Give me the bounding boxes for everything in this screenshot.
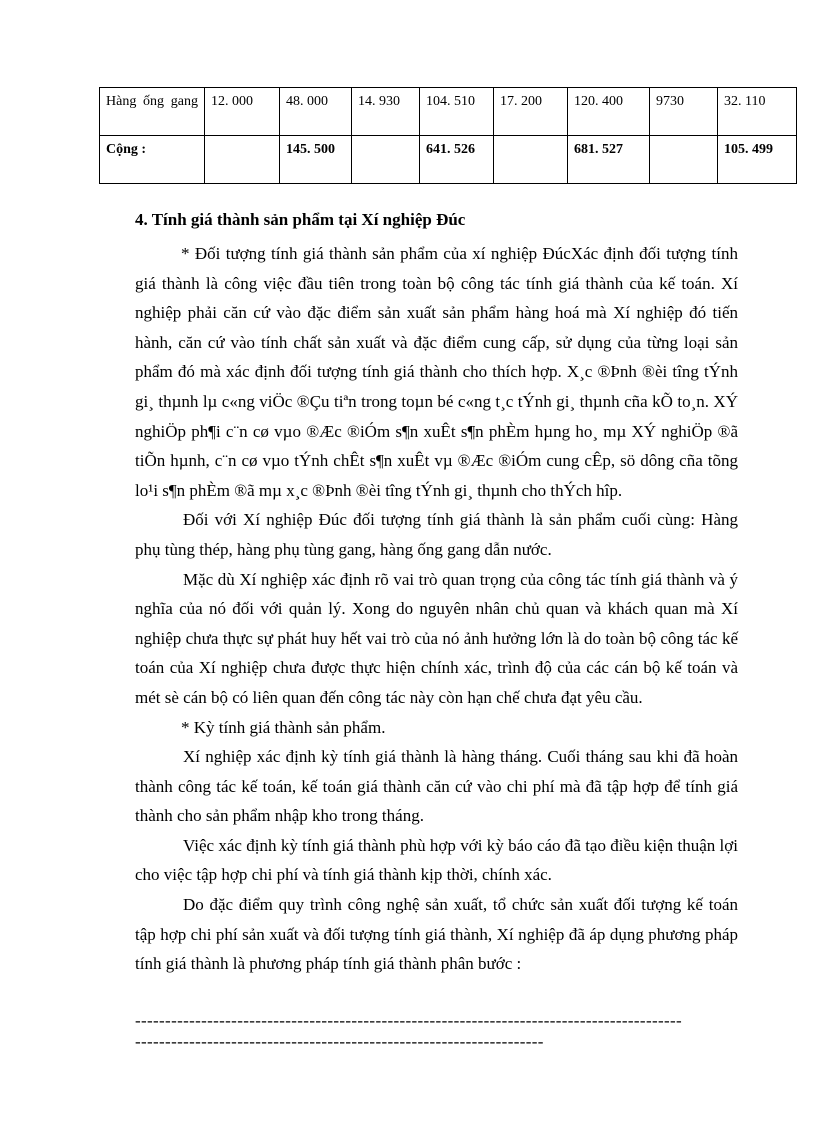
table-cell: 105. 499 — [718, 136, 797, 184]
table-cell: 9730 — [650, 88, 718, 136]
table-cell — [205, 136, 280, 184]
paragraph-period-heading: * Kỳ tính giá thành sản phẩm. — [181, 717, 386, 737]
row-label-cell: Hàng ống gang — [100, 88, 205, 136]
table-cell: 681. 527 — [568, 136, 650, 184]
table-body — [100, 88, 797, 184]
cost-table — [99, 87, 797, 184]
paragraph-object: * Đối tượng tính giá thành sản phẩm của xí nghiệp ĐúcXác định đối tượng tính giá thành là công việc đầu tiên trong toàn bộ công tác tính giá thành của kế toán. Xí nghiệp phải căn cứ vào đặc điểm sản xuất sản phẩm hàng hoá mà Xí nghiệp đó tiến hành, căn cứ vào tính chất sản xuất và đặc điểm cung cấp, sử dụng của từng loại sản phẩm đó mà xác định đối tượng tính giá thành cho thích hợp. X¸c ®Þnh ®èi tîng tÝnh gi¸ thµnh lµ c«ng viÖc ®Çu tiªn trong toµn bé c«ng t¸c tÝnh gi¸ thµnh cña kÕ to¸n. XÝ nghiÖp ph¶i c¨n cø vµo ®Æc ®iÓm s¶n xuÊt s¶n phÈm hµng ho¸ mµ XÝ nghiÖp ®ã tiÕn hµnh, c¨n cø vµo tÝnh chÊt s¶n xuÊt vµ ®Æc ®iÓm cung cÊp, sö dông cña tõng lo¹i s¶n phÈm ®ã mµ x¸c ®Þnh ®èi tîng tÝnh gi¸ thµnh cho thÝch hîp. — [135, 244, 738, 500]
paragraph-period-benefit: Việc xác định kỳ tính giá thành phù hợp với kỳ báo cáo đã tạo điều kiện thuận lợi cho việc tập hợp chi phí và tính giá thành kịp thời, chính xác. — [135, 835, 738, 885]
table-cell: 12. 000 — [205, 88, 280, 136]
table-cell: 104. 510 — [420, 88, 494, 136]
table-row — [100, 88, 797, 136]
paragraph-object-definition: Đối với Xí nghiệp Đúc đối tượng tính giá thành là sản phẩm cuối cùng: Hàng phụ tùng thép, hàng phụ tùng gang, hàng ống gang dẫn nước. — [135, 510, 738, 559]
table-cell — [494, 136, 568, 184]
separator-line-1: ------------------------------------------------------------------------------------------- — [135, 1011, 683, 1030]
row-label-cell: Cộng : — [100, 136, 205, 184]
table-row — [100, 136, 797, 184]
table-cell: 32. 110 — [718, 88, 797, 136]
table-cell: 48. 000 — [280, 88, 352, 136]
section-heading: 4. Tính giá thành sản phẩm tại Xí nghiệp Đúc — [135, 210, 466, 229]
table-cell — [352, 136, 420, 184]
table-cell: 641. 526 — [420, 136, 494, 184]
paragraph-limitations: Mặc dù Xí nghiệp xác định rõ vai trò quan trọng của công tác tính giá thành và ý nghĩa của nó đối với quản lý. Xong do nguyên nhân chủ quan và khách quan mà Xí nghiệp chưa thực sự phát huy hết vai trò của nó ảnh hưởng lớn là do toàn bộ công tác kế toán của Xí nghiệp chưa được thực hiện chính xác, trình độ của các cán bộ kế toán và mét sè cán bộ có liên quan đến công tác này còn hạn chế chưa đạt yêu cầu. — [135, 569, 738, 707]
table-cell — [650, 136, 718, 184]
table-cell: 120. 400 — [568, 88, 650, 136]
table-cell: 145. 500 — [280, 136, 352, 184]
paragraph-method: Do đặc điểm quy trình công nghệ sản xuất, tổ chức sản xuất đối tượng kế toán tập hợp chi phí sản xuất và đối tượng tính giá thành, Xí nghiệp đã áp dụng phương pháp tính giá thành là phương pháp tính giá thành phân bước : — [135, 895, 738, 974]
body-text — [135, 239, 738, 979]
paragraph-period: Xí nghiệp xác định kỳ tính giá thành là hàng tháng. Cuối tháng sau khi đã hoàn thành công tác kế toán, kế toán giá thành căn cứ vào chi phí mà đã tập hợp để tính giá thành cho sản phẩm nhập kho trong tháng. — [135, 747, 738, 826]
separator-line-2: -------------------------------------------------------------------- — [135, 1032, 544, 1051]
table-cell: 14. 930 — [352, 88, 420, 136]
table-cell: 17. 200 — [494, 88, 568, 136]
